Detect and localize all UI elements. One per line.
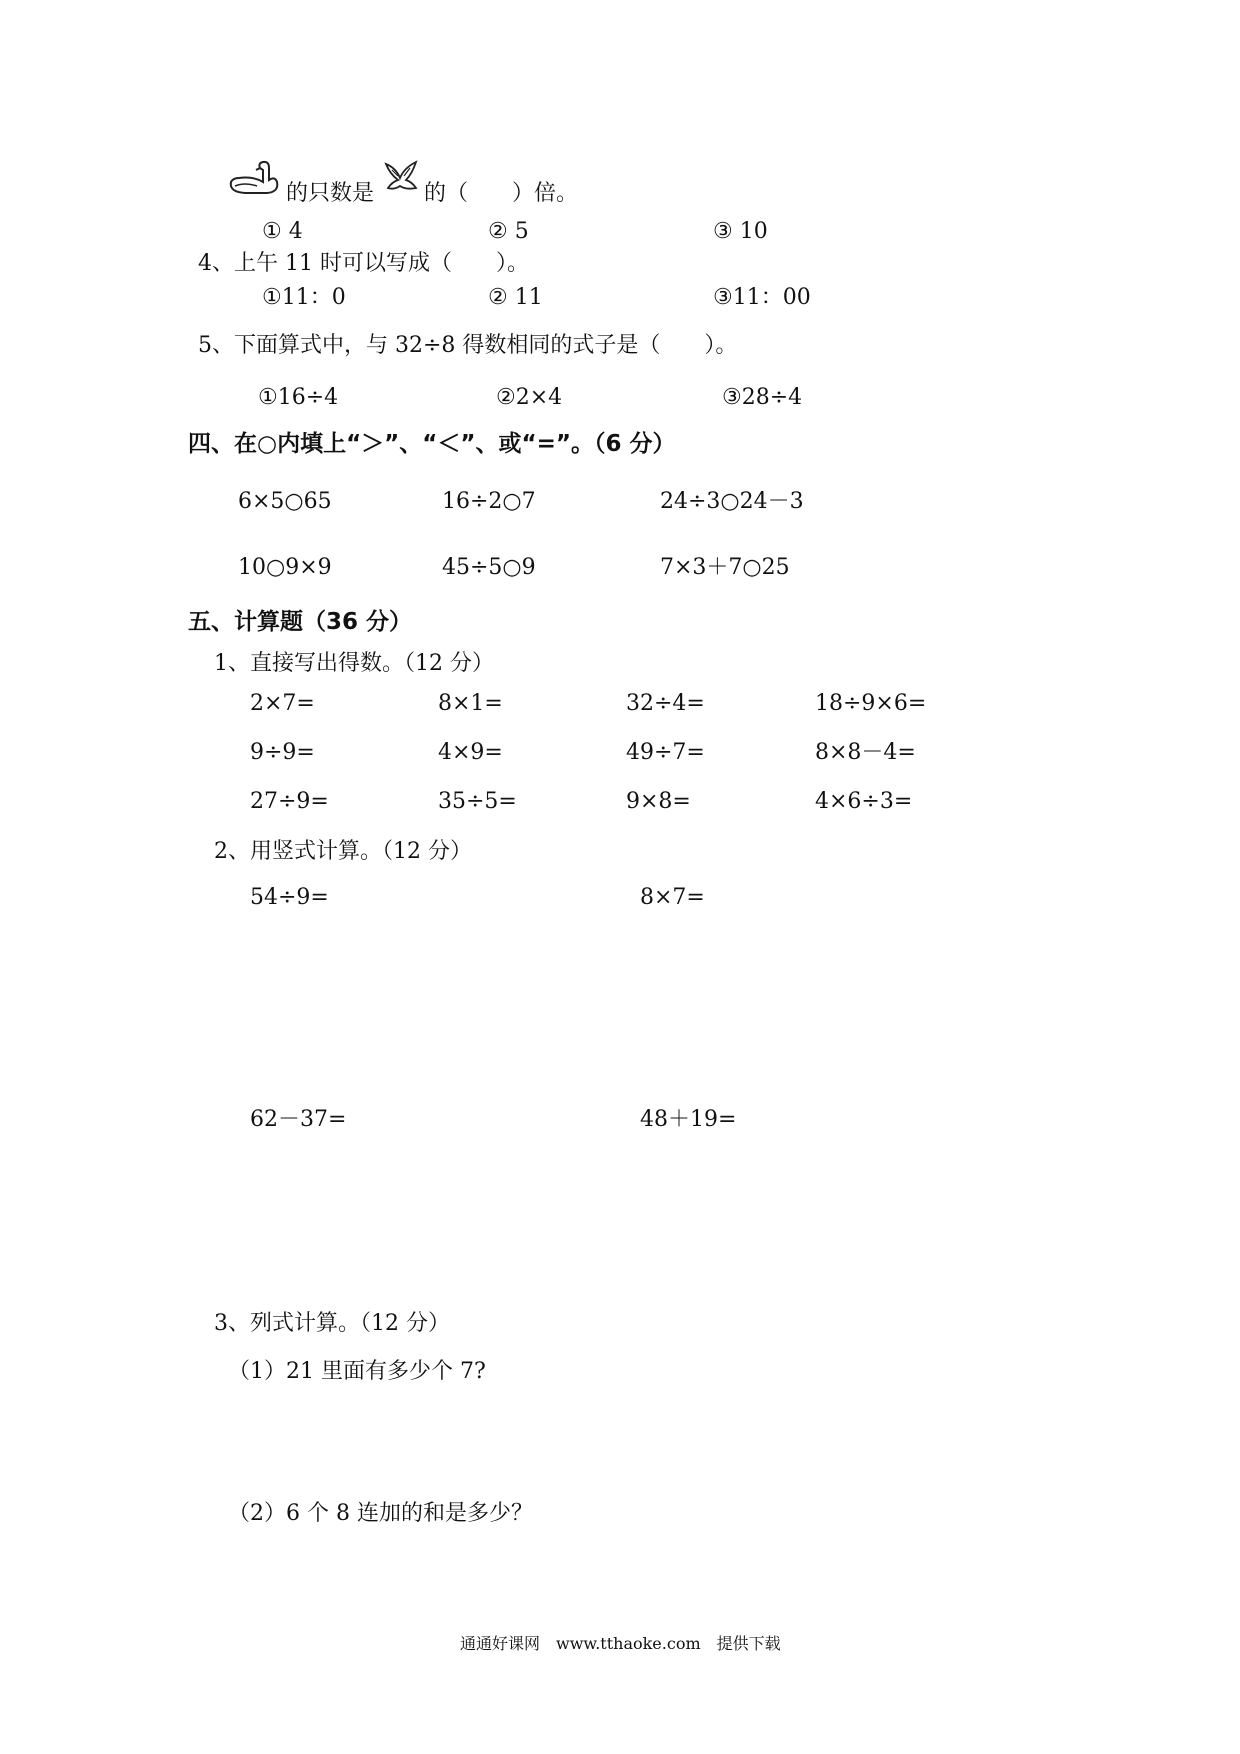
q4-option-3: ③11：00 bbox=[713, 285, 811, 310]
q4-option-2: ② 11 bbox=[488, 285, 543, 310]
bird-icon bbox=[382, 158, 422, 196]
calc-item: 18÷9×6= bbox=[815, 691, 927, 716]
compare-item: 16÷2○7 bbox=[442, 489, 536, 514]
compare-item: 6×5○65 bbox=[238, 489, 332, 514]
calc-item: 27÷9= bbox=[250, 789, 329, 814]
calc-item: 8×8－4= bbox=[815, 740, 916, 765]
compare-item: 10○9×9 bbox=[238, 555, 332, 580]
calc-item: 9÷9= bbox=[250, 740, 315, 765]
word-problem: （1）21 里面有多少个 7? bbox=[228, 1359, 486, 1384]
q5-option-2: ②2×4 bbox=[496, 385, 563, 410]
q4-option-1: ①11：0 bbox=[262, 285, 346, 310]
page-footer: 通通好课网 www.tthaoke.com 提供下载 bbox=[460, 1634, 781, 1653]
calc-item: 35÷5= bbox=[438, 789, 517, 814]
calc-item: 49÷7= bbox=[626, 740, 705, 765]
q3-option-2: ② 5 bbox=[488, 219, 529, 244]
word-problem: （2）6 个 8 连加的和是多少？ bbox=[228, 1501, 533, 1526]
q5-option-3: ③28÷4 bbox=[722, 385, 803, 410]
section5-heading: 五、计算题（36 分） bbox=[188, 609, 413, 635]
vertical-calc-item: 62－37= bbox=[250, 1107, 347, 1132]
calc-item: 32÷4= bbox=[626, 691, 705, 716]
vertical-calc-item: 48＋19= bbox=[640, 1107, 737, 1132]
q3-text-a: 的只数是 bbox=[286, 181, 375, 206]
q4-stem: 4、上午 11 时可以写成（ ）。 bbox=[198, 251, 529, 276]
part2-title: 2、用竖式计算。（12 分） bbox=[214, 839, 472, 864]
vertical-calc-item: 8×7= bbox=[640, 885, 705, 910]
calc-item: 8×1= bbox=[438, 691, 503, 716]
compare-item: 7×3＋7○25 bbox=[660, 555, 790, 580]
q5-option-1: ①16÷4 bbox=[258, 385, 339, 410]
calc-item: 4×6÷3= bbox=[815, 789, 913, 814]
calc-item: 4×9= bbox=[438, 740, 503, 765]
part3-title: 3、列式计算。（12 分） bbox=[214, 1311, 450, 1336]
section4-heading: 四、在○内填上“＞”、“＜”、或“=”。（6 分） bbox=[188, 431, 676, 457]
vertical-calc-item: 54÷9= bbox=[250, 885, 329, 910]
calc-item: 2×7= bbox=[250, 691, 315, 716]
q3-option-1: ① 4 bbox=[262, 219, 303, 244]
q5-stem: 5、下面算式中，与 32÷8 得数相同的式子是（ ）。 bbox=[198, 333, 738, 358]
compare-item: 24÷3○24－3 bbox=[660, 489, 804, 514]
part1-title: 1、直接写出得数。（12 分） bbox=[214, 651, 494, 676]
q3-option-3: ③ 10 bbox=[713, 219, 768, 244]
calc-item: 9×8= bbox=[626, 789, 691, 814]
swan-icon bbox=[225, 158, 283, 198]
compare-item: 45÷5○9 bbox=[442, 555, 536, 580]
q3-text-b: 的（ ）倍。 bbox=[424, 181, 579, 206]
